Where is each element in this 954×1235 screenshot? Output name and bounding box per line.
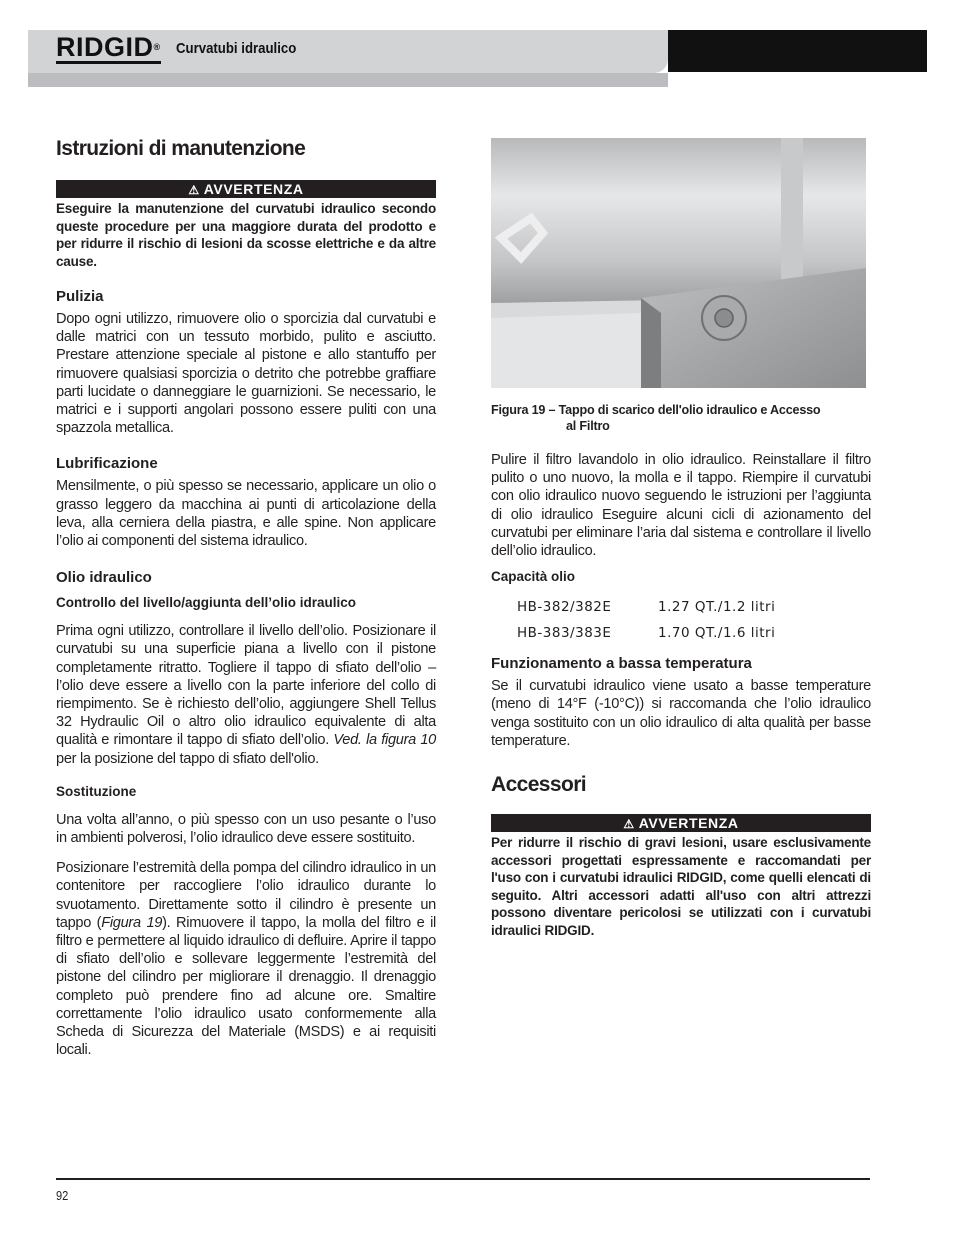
replacement-text-2: Posizionare l’estremità della pompa del cilindro idraulico in un contenitore per raccogliere l’olio idraulico durante lo svuotamento. Direttamente sotto il cilindro è presente un tappo (Figura 19). Rimuovere il tappo, la molla del filtro e il filtro e permettere al liquido idraulico di defluire. Aprire il tappo di sfiato dell’olio e sollevare leggermente l’estremità del pistone del cilindro per migliorare il drenaggio. Il drenaggio completo può prendere fino ad alcune ore. Smaltire correttamente l’olio idraulico usato conformemente alla Scheda di Sicurezza del Materiale (MSDS) e ai requisiti locali. xyxy=(56,860,436,1059)
capacity-row-1 xyxy=(491,594,871,620)
header-shadow xyxy=(28,73,668,87)
capacity-value: 1.70 QT./1.6 litri xyxy=(658,625,776,642)
footer-rule xyxy=(56,1178,870,1180)
figure-10-reference: Ved. la figura 10 xyxy=(333,732,436,749)
lubrication-heading: Lubrificazione xyxy=(56,455,158,473)
low-temp-heading: Funzionamento a bassa temperatura xyxy=(491,655,752,673)
oil-check-heading: Controllo del livello/aggiunta dell’olio idraulico xyxy=(56,595,357,611)
hydraulic-oil-heading: Olio idraulico xyxy=(56,569,152,587)
cleaning-text: Dopo ogni utilizzo, rimuovere olio o sporcizia dal curvatubi e dalle matrici con un tessuto morbido, pulito e asciutto. Prestare attenzione speciale al pistone e allo stantuffo per rimuovere qualsiasi sporcizia o detrito che potrebbe graffiare parti lucidate o danneggiare le guarnizioni. Se necessario, le matrici e i supporti angolari possono essere puliti con una spazzola metallica. xyxy=(56,311,436,437)
capacity-model: HB-382/382E xyxy=(517,599,612,616)
figure-19-reference: Figura 19 xyxy=(101,914,163,931)
accessories-warning-bar xyxy=(491,814,871,832)
figure-caption-line-2: al Filtro xyxy=(566,419,610,433)
lubrication-text: Mensilmente, o più spesso se necessario, applicare un olio o grasso leggero da macchina ai punti di articolazione della leva, alla cerniera della piastra, e alle spine. Non applicare l’olio ai componenti del sistema idraulico. xyxy=(56,478,436,550)
oil-check-text: Prima ogni utilizzo, controllare il livello dell’olio. Posizionare il curvatubi su una superficie piana a livello con il pistone completamente ritratto. Togliere il tappo di sfiato dell’olio – l’olio deve essere a livello con la parte inferiore del collo di riempimento. Se è richiesto dell’olio, aggiungere Shell Tellus 32 Hydraulic Oil o altro olio idraulico equivalente di alta qualità e rimontare il tappo di sfiato dell’olio. Ved. la figura 10 per la posizione del tappo di sfiato dell'olio. xyxy=(56,623,436,767)
right-column xyxy=(491,402,871,939)
maintenance-title: Istruzioni di manutenzione xyxy=(56,137,306,160)
warning-label: AVVERTENZA xyxy=(203,181,304,197)
accessories-title: Accessori xyxy=(491,773,586,797)
page-number: 92 xyxy=(56,1188,69,1203)
warning-triangle-icon: ⚠ xyxy=(623,817,635,832)
filter-text: Pulire il filtro lavandolo in olio idraulico. Reinstallare il filtro pulito o uno nuovo, la molla e il tappo. Riempire il curvatubi con olio idraulico nuovo seguendo le istruzioni per l’aggiunta di olio idraulico Eseguire alcuni cicli di azionamento del curvatubi per eliminare l’aria dal sistema e controllare il livello dell’olio idraulico. xyxy=(491,452,871,560)
replacement-heading: Sostituzione xyxy=(56,783,137,799)
figure-19-photo xyxy=(491,138,866,388)
left-column xyxy=(56,136,436,1060)
brand-logo: RIDGID® xyxy=(56,32,161,62)
cleaning-heading: Pulizia xyxy=(56,288,104,305)
replacement-text-1: Una volta all’anno, o più spesso con un uso pesante o l’uso in ambienti polverosi, l’olio idraulico deve essere sostituito. xyxy=(56,811,436,847)
capacity-model: HB-383/383E xyxy=(517,625,612,642)
header-black-block xyxy=(668,30,927,72)
drain-plug-illustration xyxy=(491,138,866,388)
warning-label: AVVERTENZA xyxy=(638,815,739,832)
capacity-row-2 xyxy=(491,620,871,646)
warning-text: Eseguire la manutenzione del curvatubi idraulico secondo queste procedure per una maggiore durata del prodotto e per ridurre il rischio di lesioni da scosse elettriche e da altre cause. xyxy=(56,201,436,269)
warning-bar xyxy=(56,180,436,198)
low-temp-text: Se il curvatubi idraulico viene usato a basse temperature (meno di 14°F (-10°C)) si raccomanda che l’olio idraulico venga sostituito con un olio idraulico di alta qualità per basse temperature. xyxy=(491,678,871,749)
oil-capacity-heading: Capacità olio xyxy=(491,569,576,585)
capacity-value: 1.27 QT./1.2 litri xyxy=(658,599,776,616)
accessories-warning-text: Per ridurre il rischio di gravi lesioni, usare esclusivamente accessori progettati espressamente e raccomandati per l'uso con i curvatubi idraulici RIDGID, come quelli elencati di seguito. Altri accessori adatti all'uso con altri attrezzi possono diventare pericolosi se utilizzati con i curvatubi idraulici RIDGID. xyxy=(491,835,871,938)
warning-triangle-icon: ⚠ xyxy=(188,183,200,197)
figure-caption-line-1: Figura 19 – Tappo di scarico dell'olio idraulico e Accesso xyxy=(491,403,821,417)
header-title: Curvatubi idraulico xyxy=(176,40,297,57)
